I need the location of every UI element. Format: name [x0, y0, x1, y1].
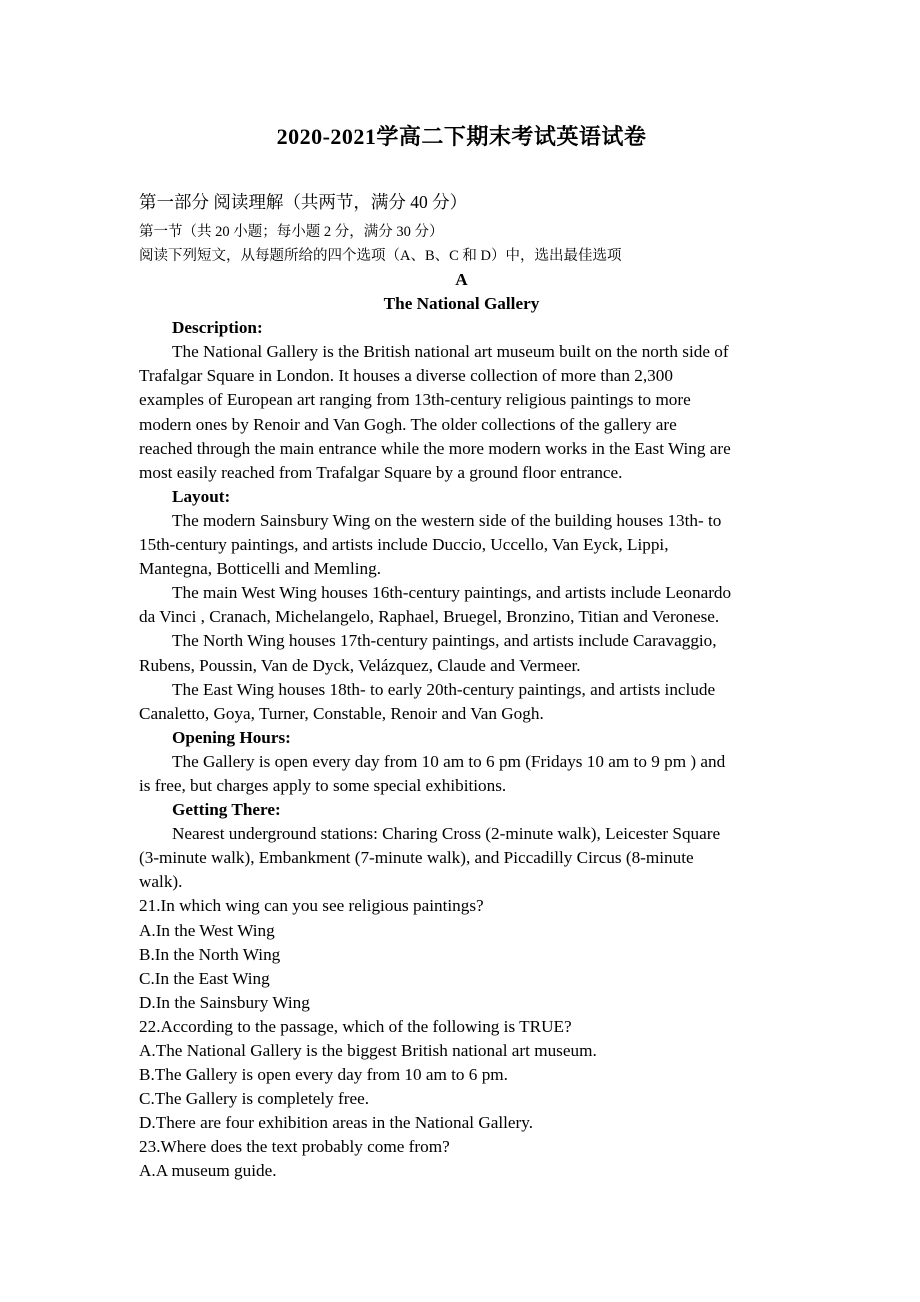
answer-option-d: D.In the Sainsbury Wing	[139, 992, 310, 1012]
opening-hours-paragraph	[139, 750, 784, 798]
text-line: The main West Wing houses 16th-century paintings, and artists include Leonardo	[172, 583, 732, 603]
answer-option-c: C.In the East Wing	[139, 968, 270, 988]
text-line: 15th-century paintings, and artists include Duccio, Uccello, Van Eyck, Lippi,	[139, 535, 669, 555]
section-heading-getting-there: Getting There:	[172, 800, 281, 820]
text-line: modern ones by Renoir and Van Gogh. The older collections of the gallery are	[139, 414, 677, 434]
text-line: The North Wing houses 17th-century paintings, and artists include Caravaggio,	[172, 631, 717, 651]
question-stem: 23.Where does the text probably come from?	[139, 1137, 450, 1157]
question-stem: 21.In which wing can you see religious paintings?	[139, 896, 484, 916]
passage-label: A	[455, 270, 468, 289]
question-22	[139, 1015, 784, 1135]
text-line: walk).	[139, 872, 183, 892]
section-heading: 第一节（共 20 小题；每小题 2 分，满分 30 分）	[139, 224, 444, 240]
getting-there-paragraph	[139, 822, 784, 894]
text-line: reached through the main entrance while the more modern works in the East Wing are	[139, 438, 731, 458]
text-line: The East Wing houses 18th- to early 20th-century paintings, and artists include	[172, 679, 716, 699]
layout-paragraph-north-wing	[139, 629, 784, 677]
layout-paragraph-west-wing	[139, 581, 784, 629]
text-line: is free, but charges apply to some special exhibitions.	[139, 775, 507, 795]
question-23	[139, 1135, 784, 1183]
instructions: 阅读下列短文，从每题所给的四个选项（A、B、C 和 D）中，选出最佳选项	[139, 248, 622, 264]
answer-option-c: C.The Gallery is completely free.	[139, 1089, 370, 1109]
text-line: Nearest underground stations: Charing Cross (2-minute walk), Leicester Square	[172, 824, 721, 844]
section-heading-opening-hours: Opening Hours:	[172, 727, 291, 747]
answer-option-a: A.A museum guide.	[139, 1161, 277, 1181]
exam-title: 2020-2021学高二下期末考试英语试卷	[276, 124, 647, 149]
text-line: The modern Sainsbury Wing on the western side of the building houses 13th- to	[172, 510, 722, 530]
description-paragraph	[139, 340, 784, 485]
text-line: The National Gallery is the British national art museum built on the north side of	[172, 342, 729, 362]
text-line: (3-minute walk), Embankment (7-minute walk), and Piccadilly Circus (8-minute	[139, 848, 694, 868]
text-line: Mantegna, Botticelli and Memling.	[139, 559, 382, 579]
layout-paragraph-east-wing	[139, 678, 784, 726]
passage-title: The National Gallery	[383, 294, 540, 314]
text-line: Rubens, Poussin, Van de Dyck, Velázquez, Claude and Vermeer.	[139, 655, 581, 675]
answer-option-a: A.The National Gallery is the biggest British national art museum.	[139, 1041, 597, 1060]
section-heading-layout: Layout:	[172, 486, 231, 506]
question-stem: 22.According to the passage, which of the following is TRUE?	[139, 1016, 572, 1036]
reading-body	[139, 268, 784, 1184]
part-heading: 第一部分 阅读理解（共两节，满分 40 分）	[139, 192, 468, 212]
section-heading-description: Description:	[172, 318, 263, 338]
layout-paragraph-sainsbury-wing	[139, 509, 784, 581]
answer-option-b: B.The Gallery is open every day from 10 am to 6 pm.	[139, 1065, 508, 1085]
text-line: da Vinci , Cranach, Michelangelo, Raphael, Bruegel, Bronzino, Titian and Veronese.	[139, 607, 720, 627]
question-21	[139, 894, 784, 1014]
answer-option-a: A.In the West Wing	[139, 920, 275, 940]
text-line: examples of European art ranging from 13th-century religious paintings to more	[139, 390, 691, 410]
answer-option-d: D.There are four exhibition areas in the National Gallery.	[139, 1113, 534, 1133]
text-line: Trafalgar Square in London. It houses a diverse collection of more than 2,300	[139, 366, 673, 386]
text-line: most easily reached from Trafalgar Square by a ground floor entrance.	[139, 462, 623, 482]
text-line: The Gallery is open every day from 10 am to 6 pm (Fridays 10 am to 9 pm ) and	[172, 751, 726, 771]
answer-option-b: B.In the North Wing	[139, 944, 281, 964]
text-line: Canaletto, Goya, Turner, Constable, Renoir and Van Gogh.	[139, 703, 544, 723]
